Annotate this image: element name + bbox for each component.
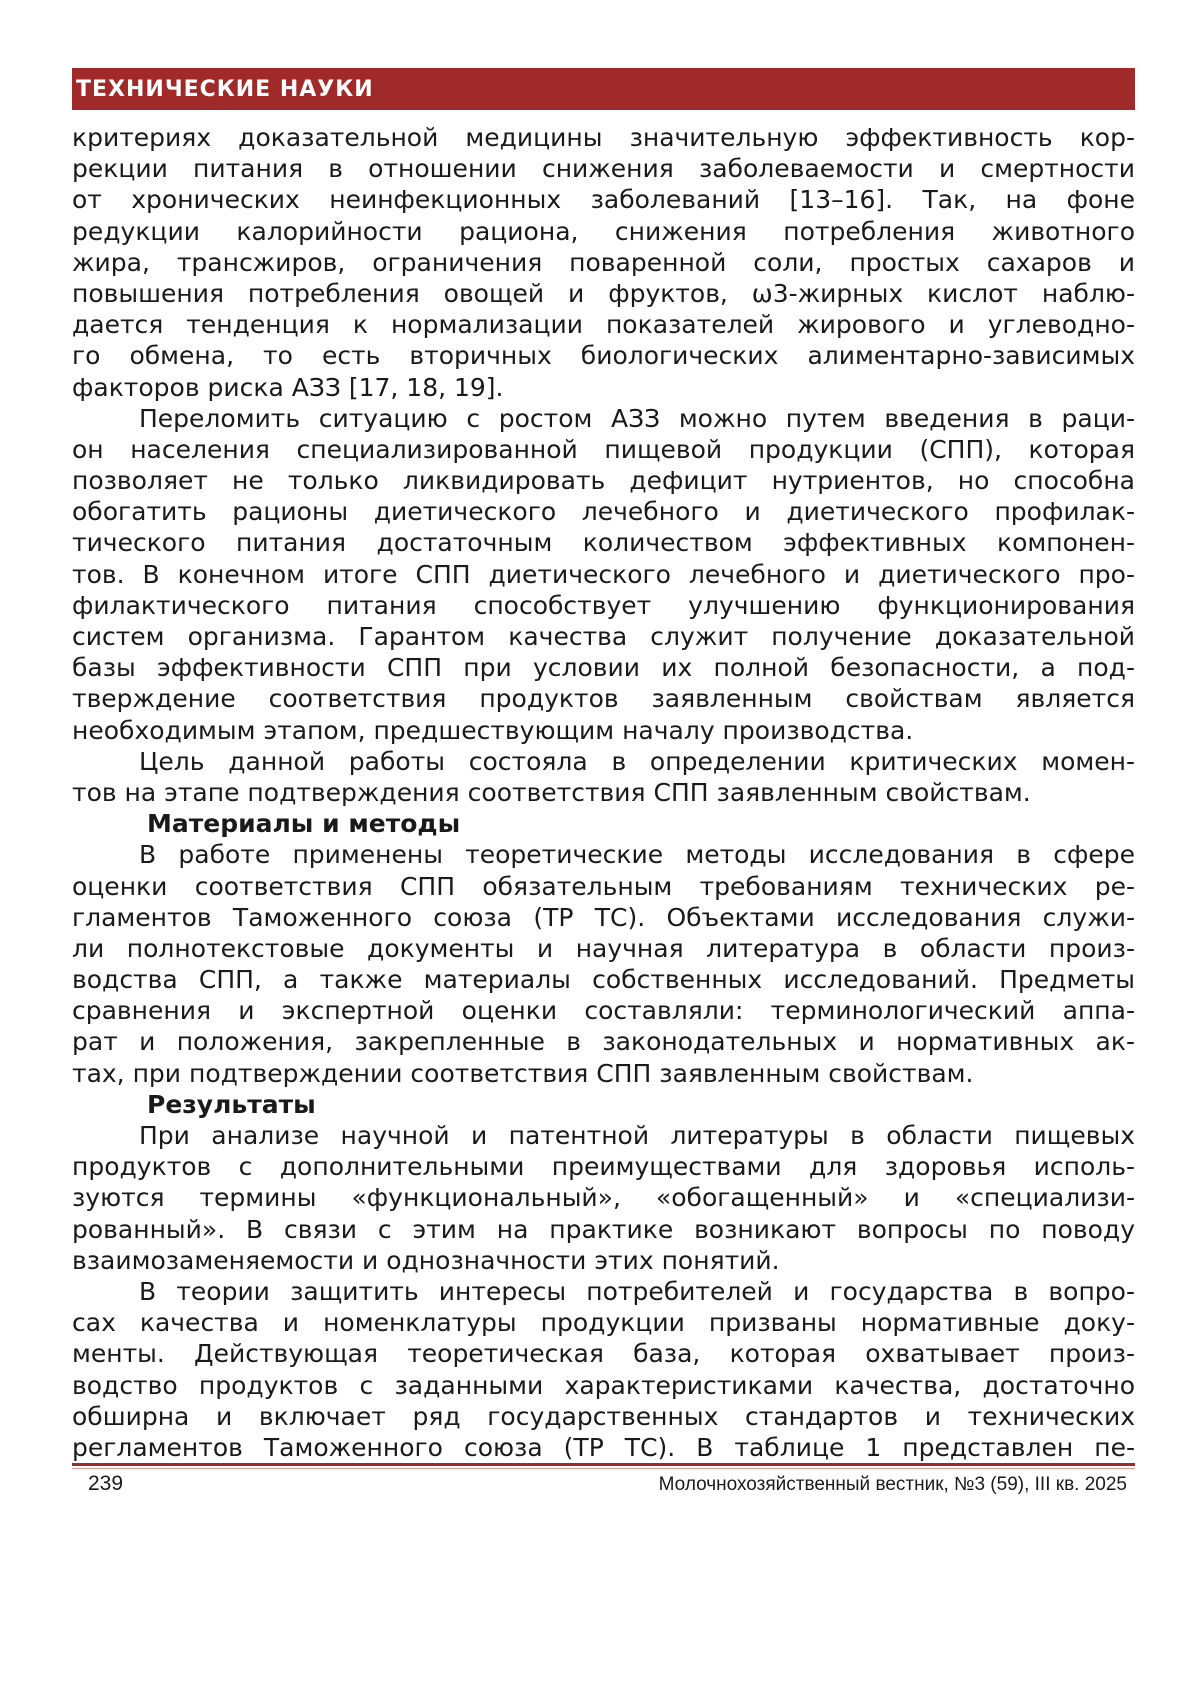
text-line: гламентов Таможенного союза (ТР ТС). Объектами исследования служи- xyxy=(72,902,1135,933)
text-line: обогатить рационы диетического лечебного и диетического профилак- xyxy=(72,496,1135,527)
text-line: сравнения и экспертной оценки составляли: терминологический аппа- xyxy=(72,995,1135,1026)
text-line: редукции калорийности рациона, снижения потребления животного xyxy=(72,216,1135,247)
text-line: от хронических неинфекционных заболеваний [13–16]. Так, на фоне xyxy=(72,184,1135,215)
text-line: систем организма. Гарантом качества служит получение доказательной xyxy=(72,621,1135,652)
text-line: регламентов Таможенного союза (ТР ТС). В таблице 1 представлен пе- xyxy=(72,1432,1135,1463)
text-line: базы эффективности СПП при условии их полной безопасности, а под- xyxy=(72,652,1135,683)
footer-divider xyxy=(72,1463,1135,1466)
text-line: В работе применены теоретические методы исследования в сфере xyxy=(72,839,1135,870)
footer-divider-thin xyxy=(72,1468,1135,1469)
text-line: тов. В конечном итоге СПП диетического лечебного и диетического про- xyxy=(72,559,1135,590)
journal-citation: Молочнохозяйственный вестник, №3 (59), III кв. 2025 xyxy=(659,1474,1127,1496)
page-number: 239 xyxy=(88,1472,123,1496)
article-body xyxy=(72,122,1135,1463)
text-line: тверждение соответствия продуктов заявленным свойствам является xyxy=(72,683,1135,714)
text-line: взаимозаменяемости и однозначности этих понятий. xyxy=(72,1245,1135,1276)
text-line: рат и положения, закрепленные в законодательных и нормативных ак- xyxy=(72,1026,1135,1057)
text-line: рованный». В связи с этим на практике возникают вопросы по поводу xyxy=(72,1214,1135,1245)
text-line: менты. Действующая теоретическая база, которая охватывает произ- xyxy=(72,1338,1135,1369)
text-line: При анализе научной и патентной литературы в области пищевых xyxy=(72,1120,1135,1151)
text-line: го обмена, то есть вторичных биологических алиментарно-зависимых xyxy=(72,340,1135,371)
text-line: тического питания достаточным количеством эффективных компонен- xyxy=(72,527,1135,558)
text-line: рекции питания в отношении снижения заболеваемости и смертности xyxy=(72,153,1135,184)
text-line: обширна и включает ряд государственных стандартов и технических xyxy=(72,1401,1135,1432)
text-line: зуются термины «функциональный», «обогащенный» и «специализи- xyxy=(72,1182,1135,1213)
text-line: водства СПП, а также материалы собственных исследований. Предметы xyxy=(72,964,1135,995)
section-heading: Материалы и методы xyxy=(72,808,1135,839)
text-line: В теории защитить интересы потребителей и государства в вопро- xyxy=(72,1276,1135,1307)
text-line: жира, трансжиров, ограничения поваренной соли, простых сахаров и xyxy=(72,247,1135,278)
text-line: тах, при подтверждении соответствия СПП заявленным свойствам. xyxy=(72,1058,1135,1089)
text-line: продуктов с дополнительными преимуществами для здоровья исполь- xyxy=(72,1151,1135,1182)
text-line: позволяет не только ликвидировать дефицит нутриентов, но способна xyxy=(72,465,1135,496)
text-line: водство продуктов с заданными характеристиками качества, достаточно xyxy=(72,1370,1135,1401)
text-line: он населения специализированной пищевой продукции (СПП), которая xyxy=(72,434,1135,465)
section-title: ТЕХНИЧЕСКИЕ НАУКИ xyxy=(76,77,374,102)
section-heading: Результаты xyxy=(72,1089,1135,1120)
text-line: необходимым этапом, предшествующим началу производства. xyxy=(72,715,1135,746)
text-line: сах качества и номенклатуры продукции призваны нормативные доку- xyxy=(72,1307,1135,1338)
text-line: ли полнотекстовые документы и научная литература в области произ- xyxy=(72,933,1135,964)
text-line: Переломить ситуацию с ростом АЗЗ можно путем введения в раци- xyxy=(72,403,1135,434)
text-line: филактического питания способствует улучшению функционирования xyxy=(72,590,1135,621)
text-line: дается тенденция к нормализации показателей жирового и углеводно- xyxy=(72,309,1135,340)
text-line: критериях доказательной медицины значительную эффективность кор- xyxy=(72,122,1135,153)
section-header-bar xyxy=(72,68,1135,110)
text-line: повышения потребления овощей и фруктов, ω3-жирных кислот наблю- xyxy=(72,278,1135,309)
text-line: Цель данной работы состояла в определении критических момен- xyxy=(72,746,1135,777)
text-line: факторов риска АЗЗ [17, 18, 19]. xyxy=(72,372,1135,403)
text-line: тов на этапе подтверждения соответствия СПП заявленным свойствам. xyxy=(72,777,1135,808)
text-line: оценки соответствия СПП обязательным требованиям технических ре- xyxy=(72,871,1135,902)
